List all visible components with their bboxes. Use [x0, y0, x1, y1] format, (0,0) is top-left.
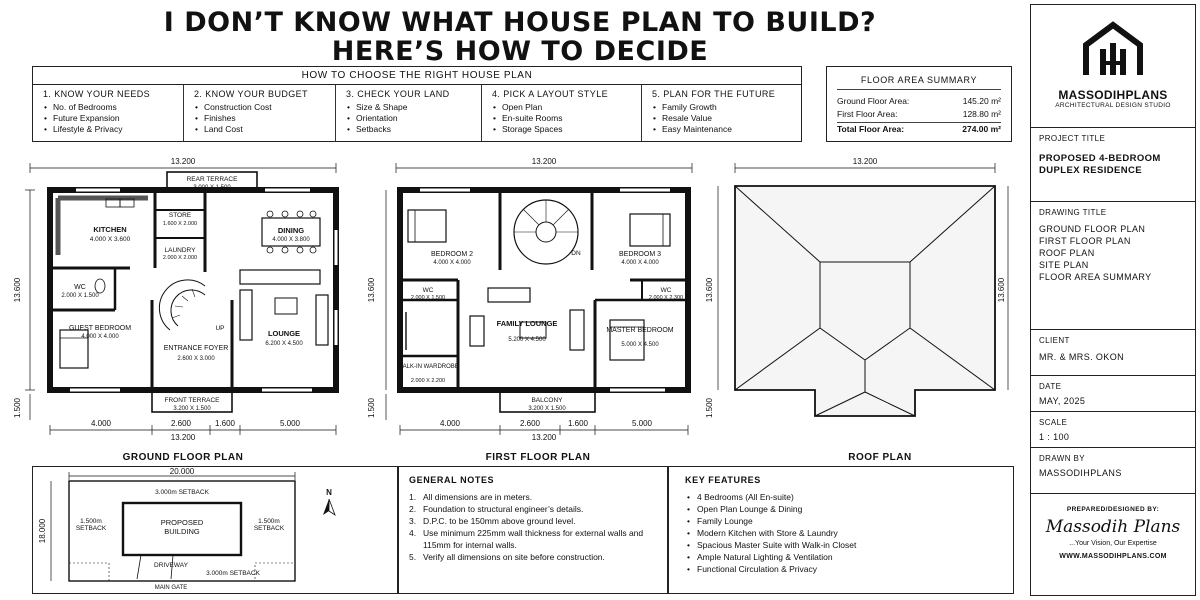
feature-item: • Family Lounge — [685, 515, 997, 527]
guide-column-title: 2. KNOW YOUR BUDGET — [194, 89, 308, 99]
site-main-gate: MAIN GATE — [154, 585, 188, 591]
drawing-title-item: ROOF PLAN — [1039, 248, 1095, 258]
room-guest-bedroom-size: 4.000 X 4.000 — [81, 334, 119, 340]
floor-area-label: Ground Floor Area: — [837, 96, 910, 106]
room-wc-first: WC — [422, 287, 434, 294]
site-depth-dim: 18.000 — [38, 518, 47, 544]
room-bedroom-2-size: 4.000 X 4.000 — [433, 260, 471, 266]
roof-depth-dim-right: 13.600 — [997, 277, 1006, 303]
room-wc-second-size: 2.000 X 2.300 — [648, 295, 684, 301]
ff-stair-down-label: DN — [571, 250, 581, 257]
note-text: All dimensions are in meters. — [423, 492, 533, 502]
site-plan-drawing — [33, 467, 397, 593]
tagline: ...Your Vision, Our Expertise — [1069, 540, 1157, 547]
room-balcony-size: 3.200 X 1.500 — [528, 406, 566, 412]
brand-subtitle: ARCHITECTURAL DESIGN STUDIO — [1055, 102, 1171, 109]
room-master-bedroom: MASTER BEDROOM — [606, 327, 674, 334]
room-guest-bedroom: GUEST BEDROOM — [68, 325, 132, 332]
room-dining-size: 4.000 X 3.800 — [272, 237, 310, 243]
project-title-line-1: PROPOSED 4-BEDROOM — [1039, 153, 1161, 164]
guide-item: • Lifestyle & Privacy — [43, 124, 183, 135]
note-text: Verify all dimensions on site before construction. — [423, 552, 605, 562]
room-wc-first-size: 2.000 X 1.500 — [410, 295, 446, 301]
drawn-by-value: MASSODIHPLANS — [1039, 468, 1122, 478]
prepared-by-section — [1031, 493, 1195, 595]
site-right-setback-label: SETBACK — [253, 525, 285, 532]
gf-bottom-dim: 5.000 — [279, 419, 301, 428]
feature-item: • Spacious Master Suite with Walk-in Closet — [685, 539, 997, 551]
room-store-size: 1.600 X 2.000 — [162, 221, 198, 227]
website-link[interactable]: WWW.MASSODIHPLANS.COM — [1059, 553, 1167, 560]
ff-width-dim: 13.200 — [531, 157, 557, 166]
note-text: D.P.C. to be 150mm above ground level. — [423, 516, 576, 526]
room-dining: DINING — [277, 226, 305, 235]
main-title-line-1: I DON’T KNOW WHAT HOUSE PLAN TO BUILD? — [163, 7, 877, 38]
guide-item: • Family Growth — [652, 102, 801, 113]
guide-column-title: 4. PICK A LAYOUT STYLE — [492, 89, 609, 99]
note-item — [409, 527, 657, 551]
note-text: Foundation to structural engineer’s details. — [423, 504, 584, 514]
gf-stair-up-label: UP — [215, 325, 225, 332]
note-number: 1. — [409, 492, 417, 502]
drawing-title-item: SITE PLAN — [1039, 260, 1089, 270]
note-item — [409, 515, 657, 527]
room-entrance-foyer-size: 2.600 X 3.000 — [177, 356, 215, 362]
room-laundry: LAUNDRY — [164, 247, 196, 254]
ff-bottom-dim: 4.000 — [439, 419, 461, 428]
room-lounge-size: 6.200 X 4.500 — [265, 341, 303, 347]
site-building-line-2: BUILDING — [164, 527, 200, 536]
roof-caption: ROOF PLAN — [848, 452, 912, 463]
scale-section — [1031, 411, 1195, 447]
key-features — [668, 466, 1014, 594]
site-width-dim: 20.000 — [169, 467, 195, 476]
room-wc-second: WC — [660, 287, 672, 294]
room-kitchen: KITCHEN — [93, 225, 127, 234]
drawing-title-item: FIRST FLOOR PLAN — [1039, 236, 1131, 246]
designer-signature: Massodih Plans — [1045, 517, 1181, 537]
roof-front-dim: 1.500 — [705, 397, 714, 419]
feature-item: • Modern Kitchen with Store & Laundry — [685, 527, 997, 539]
guide-item: • Resale Value — [652, 113, 801, 124]
guide-item: • Size & Shape — [346, 102, 481, 113]
roof-plan — [718, 163, 1008, 416]
scale-value: 1 : 100 — [1039, 432, 1070, 442]
gf-depth-dim: 13.600 — [13, 277, 22, 303]
guide-item: • Construction Cost — [194, 102, 335, 113]
room-family-lounge-size: 5.200 X 4.500 — [508, 337, 546, 343]
guide-item: • No. of Bedrooms — [43, 102, 183, 113]
site-bottom-setback: 3.000m SETBACK — [206, 570, 260, 577]
guide-heading: HOW TO CHOOSE THE RIGHT HOUSE PLAN — [33, 67, 801, 85]
room-lounge: LOUNGE — [267, 329, 301, 338]
floor-area-value: 128.80 m² — [962, 109, 1001, 119]
client-section — [1031, 329, 1195, 375]
title-block — [1030, 4, 1196, 596]
room-front-terrace-size: 3.200 X 1.500 — [173, 406, 211, 412]
feature-item: • Open Plan Lounge & Dining — [685, 503, 997, 515]
house-logo-icon — [1078, 19, 1148, 81]
gf-width-dim: 13.200 — [170, 157, 196, 166]
floor-area-total-label: Total Floor Area: — [837, 124, 905, 134]
note-number: 4. — [409, 528, 417, 538]
project-title-line-2: DUPLEX RESIDENCE — [1039, 165, 1143, 176]
guide-item: • Finishes — [194, 113, 335, 124]
room-wc: WC — [74, 284, 86, 291]
note-number: 2. — [409, 504, 417, 514]
ff-bottom-dim: 1.600 — [567, 419, 589, 428]
room-entrance-foyer: ENTRANCE FOYER — [163, 345, 229, 352]
gf-bottom-total-dim: 13.200 — [170, 433, 196, 442]
date-label: DATE — [1039, 382, 1062, 391]
feature-item: • Ample Natural Lighting & Ventilation — [685, 551, 997, 563]
drawn-by-label: DRAWN BY — [1039, 454, 1086, 463]
site-left-setback-label: SETBACK — [75, 525, 107, 532]
client-label: CLIENT — [1039, 336, 1070, 345]
note-number: 3. — [409, 516, 417, 526]
guide-item: • Orientation — [346, 113, 481, 124]
site-building-line-1: PROPOSED — [160, 518, 204, 527]
roof-width-dim: 13.200 — [852, 157, 878, 166]
room-rear-terrace-size: 3.000 X 1.500 — [193, 185, 231, 191]
guide-item: • Land Cost — [194, 124, 335, 135]
guide-item: • Future Expansion — [43, 113, 183, 124]
key-features-heading: KEY FEATURES — [685, 475, 761, 485]
floor-area-heading: FLOOR AREA SUMMARY — [837, 75, 1001, 90]
ff-caption: FIRST FLOOR PLAN — [485, 452, 591, 463]
room-bedroom-3: BEDROOM 3 — [618, 251, 662, 258]
room-bedroom-3-size: 4.000 X 4.000 — [621, 260, 659, 266]
date-value: MAY, 2025 — [1039, 396, 1086, 406]
brand-name: MASSODIHPLANS — [1058, 88, 1168, 102]
ff-bottom-dim: 2.600 — [519, 419, 541, 428]
project-title-section — [1031, 127, 1195, 201]
floor-area-value: 145.20 m² — [962, 96, 1001, 106]
note-item — [409, 551, 657, 563]
drawn-by-section — [1031, 447, 1195, 493]
guide-item: • Easy Maintenance — [652, 124, 801, 135]
note-number: 5. — [409, 552, 417, 562]
floor-area-label: First Floor Area: — [837, 109, 898, 119]
room-walk-in-wardrobe-size: 2.000 X 2.200 — [410, 378, 446, 384]
note-item — [409, 503, 657, 515]
feature-item: • 4 Bedrooms (All En-suite) — [685, 491, 997, 503]
drawing-title-label: DRAWING TITLE — [1039, 208, 1107, 217]
room-laundry-size: 2.000 X 2.000 — [162, 255, 198, 261]
room-rear-terrace: REAR TERRACE — [186, 176, 238, 183]
project-title-label: PROJECT TITLE — [1039, 134, 1106, 143]
room-kitchen-size: 4.000 X 3.600 — [89, 236, 131, 243]
roof-depth-dim-left: 13.600 — [705, 277, 714, 303]
guide-column-title: 1. KNOW YOUR NEEDS — [43, 89, 151, 99]
site-top-setback: 3.000m SETBACK — [155, 489, 209, 496]
scale-label: SCALE — [1039, 418, 1068, 427]
drawing-title-item: GROUND FLOOR PLAN — [1039, 224, 1146, 234]
gf-bottom-dim: 1.600 — [214, 419, 236, 428]
drawing-title-item: FLOOR AREA SUMMARY — [1039, 272, 1152, 282]
main-title-line-2: HERE’S HOW TO DECIDE — [331, 36, 709, 67]
guide-item: • Storage Spaces — [492, 124, 641, 135]
guide-item: • Setbacks — [346, 124, 481, 135]
site-plan — [32, 466, 398, 594]
gf-caption: GROUND FLOOR PLAN — [122, 452, 244, 463]
gf-bottom-dim: 4.000 — [90, 419, 112, 428]
date-section — [1031, 375, 1195, 411]
general-notes-heading: GENERAL NOTES — [409, 475, 495, 485]
north-arrow-icon — [323, 499, 335, 515]
room-family-lounge: FAMILY LOUNGE — [496, 319, 558, 328]
brand-block — [1031, 5, 1195, 123]
ff-bottom-total-dim: 13.200 — [531, 433, 557, 442]
client-name: MR. & MRS. OKON — [1039, 352, 1125, 362]
room-front-terrace: FRONT TERRACE — [164, 397, 220, 404]
room-balcony: BALCONY — [531, 397, 563, 404]
guide-item: • En-suite Rooms — [492, 113, 641, 124]
guide-column-title: 3. CHECK YOUR LAND — [346, 89, 450, 99]
ff-front-dim: 1.500 — [367, 397, 376, 419]
note-item — [409, 491, 657, 503]
feature-item: • Functional Circulation & Privacy — [685, 563, 997, 575]
guide-item: • Open Plan — [492, 102, 641, 113]
site-driveway: DRIVEWAY — [154, 562, 188, 569]
north-label: N — [326, 488, 332, 497]
note-text: Use minimum 225mm wall thickness for external walls and 115mm for internal walls. — [423, 528, 644, 550]
room-walk-in-wardrobe: WALK-IN WARDROBE — [397, 364, 459, 370]
floor-area-total-value: 274.00 m² — [962, 124, 1001, 134]
prepared-by-label: PREPARED/DESIGNED BY: — [1066, 506, 1160, 513]
general-notes — [398, 466, 668, 594]
room-store: STORE — [168, 212, 192, 219]
ground-floor-plan — [25, 163, 336, 435]
room-wc-size: 2.000 X 1.500 — [61, 293, 99, 299]
drawing-title-section — [1031, 201, 1195, 329]
site-right-setback-value: 1.500m — [258, 518, 280, 525]
gf-bottom-dim: 2.600 — [170, 419, 192, 428]
room-bedroom-2: BEDROOM 2 — [430, 251, 474, 258]
ff-bottom-dim: 5.000 — [631, 419, 653, 428]
ff-depth-dim: 13.600 — [367, 277, 376, 303]
guide-column-title: 5. PLAN FOR THE FUTURE — [652, 89, 776, 99]
gf-front-dim: 1.500 — [13, 397, 22, 419]
site-left-setback-value: 1.500m — [80, 518, 102, 525]
room-master-bedroom-size: 5.000 X 4.500 — [621, 342, 659, 348]
